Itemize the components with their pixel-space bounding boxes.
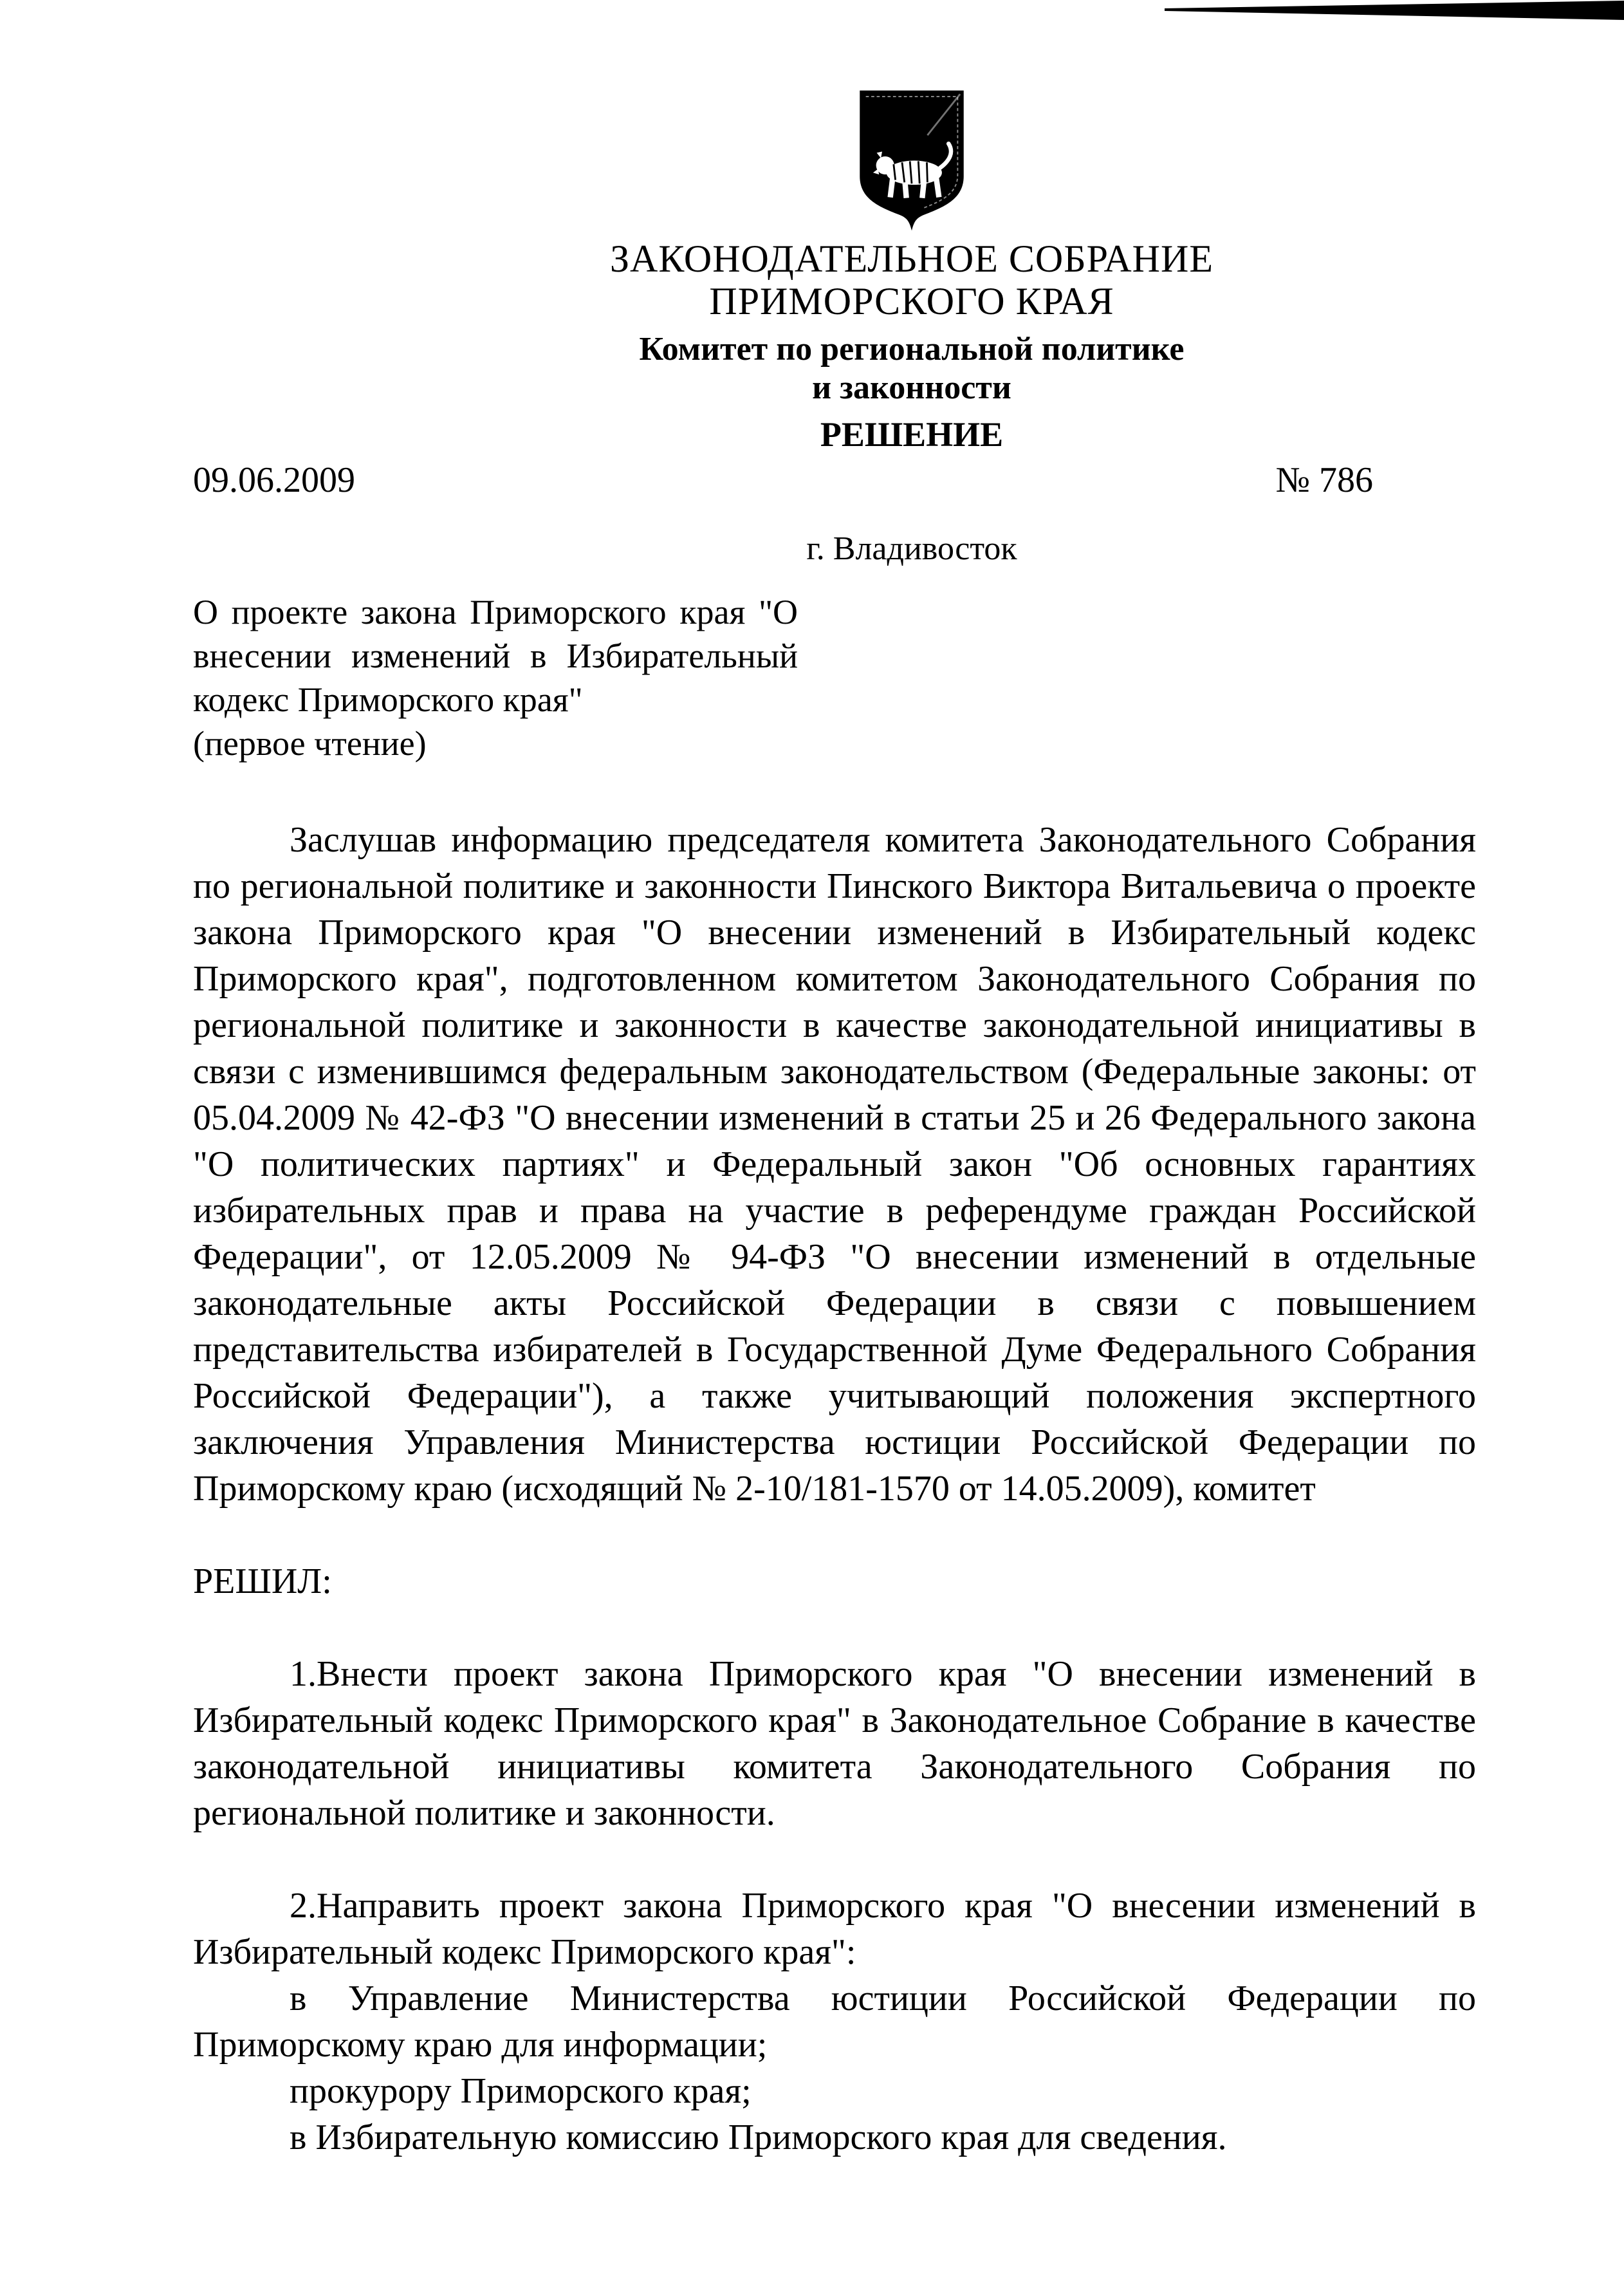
resolution-item-2-intro: 2.Направить проект закона Приморского края "О внесении изменений в Избирательный кодекс Приморского края": [193, 1886, 1476, 1972]
committee-name-line2: и законности [812, 369, 1011, 406]
resolution-item-2-sub-1: в Управление Министерства юстиции Российской Федерации по Приморскому краю для информации; [193, 1978, 1476, 2065]
document-content [193, 0, 1476, 2161]
document-number: № 786 [1275, 460, 1373, 500]
org-name-line1: ЗАКОНОДАТЕЛЬНОЕ СОБРАНИЕ [609, 237, 1213, 280]
resolution-item-2-sub-2: прокурору Приморского края; [290, 2071, 752, 2111]
document-header [270, 87, 1553, 454]
subject-text: О проекте закона Приморского края "О внесении изменений в Избирательный кодекс Приморского края" [193, 593, 798, 719]
subject-block [193, 590, 798, 765]
resolution-item-2-sub-3: в Избирательную комиссию Приморского края для сведения. [290, 2117, 1227, 2157]
committee-name-line1: Комитет по региональной политике [639, 331, 1185, 367]
resolved-heading: РЕШИЛ: [193, 1561, 332, 1601]
primorsky-coat-of-arms-icon [851, 87, 973, 235]
document-place: г. Владивосток [806, 530, 1017, 567]
org-name-line2: ПРИМОРСКОГО КРАЯ [709, 280, 1114, 322]
reference-row [193, 458, 1476, 503]
document-date: 09.06.2009 [193, 460, 355, 500]
resolution-item-1: 1.Внести проект закона Приморского края "О внесении изменений в Избирательный кодекс Приморского края" в Законодательное Собрание в качестве законодательной инициативы комитета Законодательного Собрания по региональной политике и законности. [193, 1654, 1476, 1833]
preamble-paragraph: Заслушав информацию председателя комитета Законодательного Собрания по региональной политике и законности Пинского Виктора Витальевича о проекте закона Приморского края "О внесении изменений в Избирательный кодекс Приморского края", подготовленном комитетом Законодательного Собрания по региональной политике и законности в качестве законодательной инициативы в связи с изменившимся федеральным законодательством (Федеральные законы: от 05.04.2009 № 42-ФЗ "О внесении изменений в статьи 25 и 26 Федерального закона "О политических партиях" и Федеральный закон "Об основных гарантиях избирательных прав и права на участие в референдуме граждан Российской Федерации", от 12.05.2009 № 94-ФЗ "О внесении изменений в отдельные законодательные акты Российской Федерации в связи с повышением представительства избирателей в Государственной Думе Федерального Собрания Российской Федерации"), а также учитывающий положения экспертного заключения Управления Министерства юстиции Российской Федерации по Приморскому краю (исходящий № 2-10/181-1570 от 14.05.2009), комитет [193, 820, 1476, 1509]
subject-reading-note: (первое чтение) [193, 724, 427, 763]
document-type-title: РЕШЕНИЕ [820, 415, 1004, 454]
